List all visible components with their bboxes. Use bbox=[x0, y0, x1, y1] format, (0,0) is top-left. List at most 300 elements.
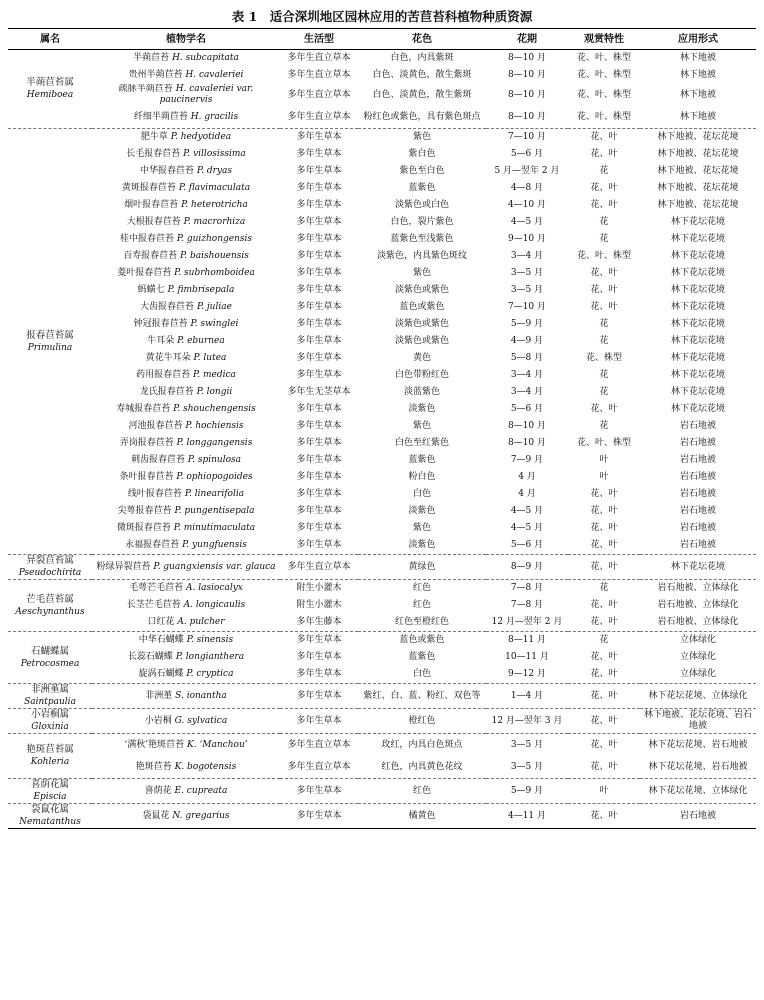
ornamental-feature-cell: 花、叶 bbox=[568, 734, 640, 757]
flowering-period-cell: 4 月 bbox=[518, 489, 536, 499]
table-row bbox=[8, 333, 756, 350]
genus-latin-name: Aeschynanthus bbox=[15, 606, 85, 617]
flower-color-cell: 黄色 bbox=[412, 353, 431, 363]
species-latin-name: H. subcapitata bbox=[172, 53, 239, 63]
ornamental-feature-cell: 花、叶、株型 bbox=[576, 111, 631, 122]
header-genus: 属名 bbox=[8, 29, 92, 50]
life-form-cell: 多年生草本 bbox=[296, 268, 342, 278]
ornamental-feature-cell: 花、叶 bbox=[590, 302, 618, 312]
flowering-period-cell: 5—8 月 bbox=[510, 353, 544, 363]
application-cell: 立体绿化 bbox=[640, 632, 756, 650]
scientific-name-cell bbox=[92, 649, 280, 666]
scientific-name-cell bbox=[92, 350, 280, 367]
species-chinese-name: 大根报春苣苔 bbox=[126, 217, 181, 227]
flower-color-cell: 淡紫色，内具紫色斑纹 bbox=[376, 251, 467, 261]
genus-chinese-name: 异裂苣苔属 bbox=[26, 555, 74, 566]
life-form-cell: 多年生草本 bbox=[296, 370, 342, 380]
flowering-period-cell: 7—8 月 bbox=[486, 580, 568, 598]
flower-color-cell: 紫色至白色 bbox=[399, 166, 445, 176]
ornamental-feature-cell: 花 bbox=[599, 166, 609, 176]
scientific-name-cell bbox=[92, 597, 280, 614]
table-row bbox=[8, 580, 756, 598]
flowering-period-cell: 3—4 月 bbox=[510, 251, 544, 261]
ornamental-feature-cell: 花、叶 bbox=[590, 761, 618, 772]
species-chinese-name: 艳斑苣苔 bbox=[135, 761, 172, 772]
species-chinese-name: 喜荫花 bbox=[144, 785, 172, 796]
genus-chinese-name: 报春苣苔属 bbox=[26, 329, 74, 341]
life-form-cell: 多年生草本 bbox=[296, 319, 342, 329]
flower-color-cell: 蓝紫色 bbox=[408, 652, 436, 662]
flowering-period-cell: 8—10 月 bbox=[507, 111, 547, 122]
scientific-name-cell bbox=[92, 231, 280, 248]
flower-color-cell: 白色 bbox=[412, 669, 431, 679]
species-latin-name: A. lasiocalyx bbox=[186, 583, 243, 593]
genus-cell bbox=[8, 779, 92, 804]
flowering-period-cell: 8—10 月 bbox=[507, 89, 547, 100]
table-row bbox=[8, 197, 756, 214]
table-row bbox=[8, 469, 756, 486]
flower-color-cell: 蓝紫色至浅紫色 bbox=[390, 234, 454, 244]
scientific-name-cell bbox=[92, 520, 280, 537]
ornamental-feature-cell: 花、叶、株型 bbox=[576, 89, 631, 100]
table-row bbox=[8, 401, 756, 418]
ornamental-feature-cell: 花、叶、株型 bbox=[576, 53, 631, 63]
species-latin-name: P. hochiensis bbox=[185, 421, 244, 431]
application-cell: 岩石地被 bbox=[679, 489, 716, 499]
table-row bbox=[8, 486, 756, 503]
flowering-period-cell: 4—10 月 bbox=[507, 200, 547, 210]
species-chinese-name: 中华石蝴蝶 bbox=[138, 635, 184, 645]
flower-color-cell: 紫色 bbox=[358, 129, 486, 147]
scientific-name-cell bbox=[92, 418, 280, 435]
flowering-period-cell: 5 月—翌年 2 月 bbox=[494, 166, 560, 176]
application-cell: 林下花坛花境、立体绿化 bbox=[640, 779, 756, 804]
species-chinese-name: 半蒴苣苔 bbox=[133, 53, 170, 63]
ornamental-feature-cell: 花、叶 bbox=[590, 600, 618, 610]
ornamental-feature-cell: 花 bbox=[568, 580, 640, 598]
genus-cell bbox=[8, 555, 92, 580]
header-flower-color: 花色 bbox=[358, 29, 486, 50]
flowering-period-cell: 4—5 月 bbox=[510, 217, 544, 227]
table-row bbox=[8, 555, 756, 580]
application-cell: 林下地被 bbox=[679, 70, 716, 80]
application-cell: 林下花坛花境、岩石地被 bbox=[648, 761, 748, 772]
ornamental-feature-cell: 花 bbox=[599, 336, 609, 346]
life-form-cell: 多年生草本 bbox=[280, 129, 358, 147]
life-form-cell: 多年生草本 bbox=[280, 709, 358, 734]
flower-color-cell: 红色 bbox=[412, 600, 431, 610]
genus-latin-name: Nematanthus bbox=[19, 817, 81, 827]
application-cell: 林下地被 bbox=[679, 111, 716, 122]
flower-color-cell: 淡蓝紫色 bbox=[403, 387, 440, 397]
flowering-period-cell: 8—10 月 bbox=[507, 421, 547, 431]
species-table bbox=[8, 28, 756, 829]
application-cell: 林下花坛花境、岩石地被 bbox=[640, 734, 756, 757]
species-chinese-name: 药用报春苣苔 bbox=[136, 370, 191, 380]
genus-chinese-name: 石蝴蝶属 bbox=[30, 645, 69, 657]
table-row bbox=[8, 779, 756, 804]
genus-cell bbox=[8, 632, 92, 684]
life-form-cell: 多年生直立草本 bbox=[287, 70, 351, 80]
flowering-period-cell: 7—10 月 bbox=[507, 302, 547, 312]
flower-color-cell: 淡紫色或白色 bbox=[394, 200, 449, 210]
flowering-period-cell: 3—5 月 bbox=[510, 285, 544, 295]
life-form-cell: 多年生草本 bbox=[296, 506, 342, 516]
life-form-cell: 多年生草本 bbox=[296, 234, 342, 244]
life-form-cell: 附生小灌木 bbox=[296, 600, 342, 610]
scientific-name-cell bbox=[92, 614, 280, 632]
species-chinese-name: 旋涡石蝴蝶 bbox=[138, 669, 184, 679]
scientific-name-cell bbox=[92, 435, 280, 452]
flowering-period-cell: 5—6 月 bbox=[510, 149, 544, 159]
species-chinese-name: 黄花牛耳朵 bbox=[145, 353, 191, 363]
flower-color-cell: 淡紫色 bbox=[408, 540, 436, 550]
application-cell: 立体绿化 bbox=[679, 652, 716, 662]
scientific-name-cell bbox=[92, 129, 280, 147]
species-latin-name: P. dryas bbox=[196, 166, 232, 176]
application-cell: 林下花坛花境 bbox=[670, 268, 725, 278]
species-chinese-name: ‘满秋’艳斑苣苔 bbox=[124, 739, 185, 750]
scientific-name-cell bbox=[92, 50, 280, 68]
scientific-name-cell bbox=[92, 756, 280, 779]
genus-cell bbox=[8, 684, 92, 709]
application-cell: 岩石地被 bbox=[679, 472, 716, 482]
flower-color-cell: 白色、淡黄色，散生紫斑 bbox=[372, 70, 472, 80]
application-cell: 林下地被、花坛花境 bbox=[657, 200, 739, 210]
scientific-name-cell bbox=[92, 580, 280, 598]
table-row bbox=[8, 316, 756, 333]
species-chinese-name: 小岩桐 bbox=[144, 715, 172, 726]
species-chinese-name: 贵州半蒴苣苔 bbox=[128, 70, 183, 80]
ornamental-feature-cell: 花、叶、株型 bbox=[576, 251, 631, 261]
ornamental-feature-cell: 花 bbox=[599, 370, 609, 380]
application-cell: 林下地被、花坛花境 bbox=[657, 166, 739, 176]
table-row bbox=[8, 537, 756, 555]
application-cell: 岩石地被 bbox=[679, 421, 716, 431]
ornamental-feature-cell: 花 bbox=[568, 632, 640, 650]
table-row bbox=[8, 734, 756, 757]
flowering-period-cell: 3—5 月 bbox=[486, 734, 568, 757]
flower-color-cell: 玫红，内具白色斑点 bbox=[358, 734, 486, 757]
species-latin-name: K. ‘Manchou’ bbox=[187, 739, 248, 750]
species-chinese-name: 百寿报春苣苔 bbox=[123, 251, 178, 261]
flowering-period-cell: 9—10 月 bbox=[507, 234, 547, 244]
life-form-cell: 多年生草本 bbox=[296, 336, 342, 346]
flowering-period-cell: 8—9 月 bbox=[486, 555, 568, 580]
scientific-name-cell bbox=[92, 333, 280, 350]
species-latin-name: H. cavaleriei bbox=[185, 70, 244, 80]
species-chinese-name: 永福报春苣苔 bbox=[125, 540, 180, 550]
life-form-cell: 多年生草本 bbox=[296, 200, 342, 210]
flower-color-cell: 白色，内具紫斑 bbox=[390, 53, 454, 63]
species-latin-name: P. longianthera bbox=[175, 652, 245, 662]
ornamental-feature-cell: 花、叶 bbox=[590, 149, 618, 159]
life-form-cell: 多年生草本 bbox=[296, 285, 342, 295]
ornamental-feature-cell: 花、叶 bbox=[590, 523, 618, 533]
species-chinese-name: 中华报春苣苔 bbox=[140, 166, 195, 176]
table-row bbox=[8, 50, 756, 68]
table-row bbox=[8, 299, 756, 316]
ornamental-feature-cell: 花、叶 bbox=[590, 200, 618, 210]
species-latin-name: P. ophiopogoides bbox=[176, 472, 253, 482]
genus-chinese-name: 艳斑苣苔属 bbox=[26, 744, 74, 755]
flowering-period-cell: 4 月 bbox=[518, 472, 536, 482]
scientific-name-cell bbox=[92, 486, 280, 503]
life-form-cell: 多年生草本 bbox=[296, 217, 342, 227]
scientific-name-cell bbox=[92, 67, 280, 84]
life-form-cell: 多年生草本 bbox=[280, 632, 358, 650]
flower-color-cell: 淡紫色或紫色 bbox=[394, 319, 449, 329]
flowering-period-cell: 4—8 月 bbox=[510, 183, 544, 193]
flowering-period-cell: 5—6 月 bbox=[510, 404, 544, 414]
species-latin-name: P. baishouensis bbox=[180, 251, 249, 261]
scientific-name-cell bbox=[92, 180, 280, 197]
scientific-name-cell bbox=[92, 106, 280, 129]
genus-latin-name: Primulina bbox=[27, 342, 73, 353]
table-row bbox=[8, 384, 756, 401]
flower-color-cell: 白色、淡黄色，散生紫斑 bbox=[372, 89, 472, 100]
species-latin-name: S. ionantha bbox=[175, 690, 227, 701]
application-cell: 岩石地被、立体绿化 bbox=[657, 600, 739, 610]
ornamental-feature-cell: 花、叶 bbox=[568, 709, 640, 734]
species-chinese-name: 烟叶报春苣苔 bbox=[124, 200, 179, 210]
genus-chinese-name: 芒毛苣苔属 bbox=[26, 593, 74, 605]
application-cell: 林下花坛花境 bbox=[670, 285, 725, 295]
application-cell: 林下地被 bbox=[679, 53, 716, 63]
species-chinese-name: 疏脉半蒴苣苔 bbox=[118, 84, 173, 94]
application-cell: 岩石地被 bbox=[679, 523, 716, 533]
flowering-period-cell: 5—9 月 bbox=[510, 319, 544, 329]
flowering-period-cell: 8—10 月 bbox=[507, 53, 547, 63]
flowering-period-cell: 3—5 月 bbox=[510, 268, 544, 278]
scientific-name-cell bbox=[92, 401, 280, 418]
ornamental-feature-cell: 花、叶 bbox=[568, 684, 640, 709]
table-row bbox=[8, 265, 756, 282]
application-cell: 林下花坛花境 bbox=[640, 555, 756, 580]
genus-chinese-name: 喜荫花属 bbox=[30, 779, 69, 790]
species-chinese-name: 桂中报春苣苔 bbox=[119, 234, 174, 244]
flowering-period-cell: 3—4 月 bbox=[510, 370, 544, 380]
ornamental-feature-cell: 花、叶 bbox=[590, 506, 618, 516]
flowering-period-cell: 7—8 月 bbox=[510, 600, 544, 610]
application-cell: 岩石地被 bbox=[679, 438, 716, 448]
flower-color-cell: 橘黄色 bbox=[358, 804, 486, 829]
genus-latin-name: Saintpaulia bbox=[24, 697, 76, 707]
scientific-name-cell bbox=[92, 632, 280, 650]
species-latin-name: A. pulcher bbox=[177, 617, 225, 627]
ornamental-feature-cell: 花 bbox=[599, 234, 609, 244]
header-ornamental-feature: 观赏特性 bbox=[568, 29, 640, 50]
ornamental-feature-cell: 花、叶 bbox=[568, 555, 640, 580]
table-row bbox=[8, 129, 756, 147]
species-latin-name: P. sinensis bbox=[186, 635, 234, 645]
species-latin-name: H. gracilis bbox=[190, 111, 239, 122]
flower-color-cell: 红色，内具黄色花纹 bbox=[381, 761, 463, 772]
ornamental-feature-cell: 花 bbox=[599, 319, 609, 329]
application-cell: 林下花坛花境 bbox=[670, 234, 725, 244]
species-latin-name: K. bogotensis bbox=[174, 761, 237, 772]
species-chinese-name: 条叶报春苣苔 bbox=[119, 472, 174, 482]
ornamental-feature-cell: 花、叶 bbox=[590, 268, 618, 278]
flowering-period-cell: 4—11 月 bbox=[486, 804, 568, 829]
flowering-period-cell: 4—5 月 bbox=[510, 506, 544, 516]
table-row bbox=[8, 649, 756, 666]
life-form-cell: 多年生草本 bbox=[296, 669, 342, 679]
flower-color-cell: 蓝色或紫色 bbox=[399, 302, 445, 312]
flower-color-cell: 紫色 bbox=[412, 523, 431, 533]
flower-color-cell: 橙红色 bbox=[358, 709, 486, 734]
ornamental-feature-cell: 花、叶、株型 bbox=[576, 438, 631, 448]
ornamental-feature-cell: 花、叶 bbox=[590, 285, 618, 295]
species-latin-name: P. hedyotidea bbox=[170, 132, 232, 142]
life-form-cell: 多年生无茎草本 bbox=[287, 387, 351, 397]
scientific-name-cell bbox=[92, 367, 280, 384]
flowering-period-cell: 5—9 月 bbox=[486, 779, 568, 804]
scientific-name-cell bbox=[92, 666, 280, 684]
species-chinese-name: 牛耳朵 bbox=[147, 336, 175, 346]
flower-color-cell: 粉白色 bbox=[408, 472, 436, 482]
life-form-cell: 多年生草本 bbox=[296, 472, 342, 482]
table-row bbox=[8, 756, 756, 779]
flower-color-cell: 蓝紫色 bbox=[408, 455, 436, 465]
application-cell: 岩石地被 bbox=[679, 455, 716, 465]
species-chinese-name: 刺齿报春苣苔 bbox=[131, 455, 186, 465]
table-row bbox=[8, 503, 756, 520]
flower-color-cell: 蓝紫色 bbox=[408, 183, 436, 193]
genus-chinese-name: 小岩桐属 bbox=[30, 709, 69, 720]
species-latin-name: P. minutimaculata bbox=[173, 523, 256, 533]
ornamental-feature-cell: 花、叶 bbox=[590, 489, 618, 499]
species-latin-name: P. medica bbox=[193, 370, 236, 380]
ornamental-feature-cell: 叶 bbox=[599, 455, 609, 465]
table-row bbox=[8, 146, 756, 163]
table-row bbox=[8, 350, 756, 367]
ornamental-feature-cell: 花、叶 bbox=[590, 183, 618, 193]
flowering-period-cell: 1—4 月 bbox=[486, 684, 568, 709]
application-cell: 林下花坛花境 bbox=[670, 336, 725, 346]
scientific-name-cell bbox=[92, 779, 280, 804]
genus-cell bbox=[8, 50, 92, 129]
species-latin-name: P. guangxiensis var. glauca bbox=[153, 561, 276, 572]
flower-color-cell: 红色至橙红色 bbox=[394, 617, 449, 627]
application-cell: 林下地被、花坛花境 bbox=[640, 129, 756, 147]
species-latin-name: P. shouchengensis bbox=[173, 404, 256, 414]
species-latin-name: P. macrorhiza bbox=[183, 217, 246, 227]
species-latin-name: P. subrhomboidea bbox=[174, 268, 255, 278]
table-row bbox=[8, 666, 756, 684]
species-latin-name: P. longii bbox=[196, 387, 233, 397]
table-row bbox=[8, 367, 756, 384]
genus-cell bbox=[8, 580, 92, 632]
life-form-cell: 多年生草本 bbox=[296, 302, 342, 312]
table-row bbox=[8, 180, 756, 197]
table-row bbox=[8, 684, 756, 709]
header-scientific-name: 植物学名 bbox=[92, 29, 280, 50]
table-row bbox=[8, 520, 756, 537]
species-chinese-name: 纤细半蒴苣苔 bbox=[133, 111, 188, 122]
life-form-cell: 多年生草本 bbox=[296, 652, 342, 662]
header-application: 应用形式 bbox=[640, 29, 756, 50]
species-chinese-name: 袋鼠花 bbox=[142, 810, 170, 821]
flower-color-cell: 白色，裂片紫色 bbox=[390, 217, 454, 227]
genus-chinese-name: 非洲堇属 bbox=[30, 684, 69, 695]
life-form-cell: 多年生草本 bbox=[296, 404, 342, 414]
table-row bbox=[8, 614, 756, 632]
application-cell: 林下地被、花坛花境 bbox=[657, 149, 739, 159]
flowering-period-cell: 9—12 月 bbox=[507, 669, 547, 679]
flower-color-cell: 淡紫色或紫色 bbox=[394, 285, 449, 295]
ornamental-feature-cell: 花、叶 bbox=[590, 669, 618, 679]
ornamental-feature-cell: 花 bbox=[599, 217, 609, 227]
table-row bbox=[8, 248, 756, 265]
scientific-name-cell bbox=[92, 299, 280, 316]
species-chinese-name: 弄岗报春苣苔 bbox=[119, 438, 174, 448]
table-row bbox=[8, 632, 756, 650]
species-chinese-name: 长毛报春苣苔 bbox=[126, 149, 181, 159]
flowering-period-cell: 3—4 月 bbox=[510, 387, 544, 397]
life-form-cell: 多年生草本 bbox=[296, 353, 342, 363]
life-form-cell: 多年生草本 bbox=[280, 684, 358, 709]
species-latin-name: P. pungentisepala bbox=[174, 506, 255, 516]
application-cell: 林下花坛花境 bbox=[670, 302, 725, 312]
table-row bbox=[8, 597, 756, 614]
table-body bbox=[8, 50, 756, 829]
scientific-name-cell bbox=[92, 469, 280, 486]
species-chinese-name: 口红花 bbox=[147, 617, 175, 627]
genus-cell bbox=[8, 129, 92, 555]
species-latin-name: P. swinglei bbox=[190, 319, 239, 329]
application-cell: 岩石地被 bbox=[679, 540, 716, 550]
life-form-cell: 附生小灌木 bbox=[280, 580, 358, 598]
application-cell: 林下花坛花境 bbox=[670, 319, 725, 329]
genus-cell bbox=[8, 804, 92, 829]
ornamental-feature-cell: 叶 bbox=[568, 779, 640, 804]
species-latin-name: P. spinulosa bbox=[187, 455, 241, 465]
species-chinese-name: 微斑报春苣苔 bbox=[116, 523, 171, 533]
flower-color-cell: 黄绿色 bbox=[358, 555, 486, 580]
scientific-name-cell bbox=[92, 452, 280, 469]
species-chinese-name: 黄斑报春苣苔 bbox=[121, 183, 176, 193]
flower-color-cell: 白色至红紫色 bbox=[394, 438, 449, 448]
genus-chinese-name: 袋鼠花属 bbox=[30, 804, 69, 815]
species-chinese-name: 肥牛草 bbox=[140, 132, 168, 142]
ornamental-feature-cell: 花、叶 bbox=[590, 652, 618, 662]
table-row bbox=[8, 214, 756, 231]
life-form-cell: 多年生藤本 bbox=[296, 617, 342, 627]
species-chinese-name: 蚂蟥七 bbox=[137, 285, 165, 295]
header-life-form: 生活型 bbox=[280, 29, 358, 50]
application-cell: 立体绿化 bbox=[679, 669, 716, 679]
flowering-period-cell: 7—10 月 bbox=[486, 129, 568, 147]
flower-color-cell: 淡紫色 bbox=[408, 404, 436, 414]
application-cell: 林下地被、花坛花境 bbox=[657, 183, 739, 193]
flowering-period-cell: 12 月—翌年 2 月 bbox=[491, 617, 563, 627]
table-row bbox=[8, 231, 756, 248]
scientific-name-cell bbox=[92, 146, 280, 163]
species-chinese-name: 粉绿异裂苣苔 bbox=[96, 561, 151, 572]
species-chinese-name: 钟冠报春苣苔 bbox=[133, 319, 188, 329]
application-cell: 林下花坛花境 bbox=[670, 404, 725, 414]
life-form-cell: 多年生草本 bbox=[280, 804, 358, 829]
scientific-name-cell bbox=[92, 197, 280, 214]
scientific-name-cell bbox=[92, 804, 280, 829]
application-cell: 岩石地被 bbox=[679, 506, 716, 516]
flowering-period-cell: 8—11 月 bbox=[486, 632, 568, 650]
species-chinese-name: 长蕊石蝴蝶 bbox=[127, 652, 173, 662]
application-cell: 林下花坛花境 bbox=[670, 370, 725, 380]
header-flowering-period: 花期 bbox=[486, 29, 568, 50]
flower-color-cell: 淡紫色 bbox=[408, 506, 436, 516]
